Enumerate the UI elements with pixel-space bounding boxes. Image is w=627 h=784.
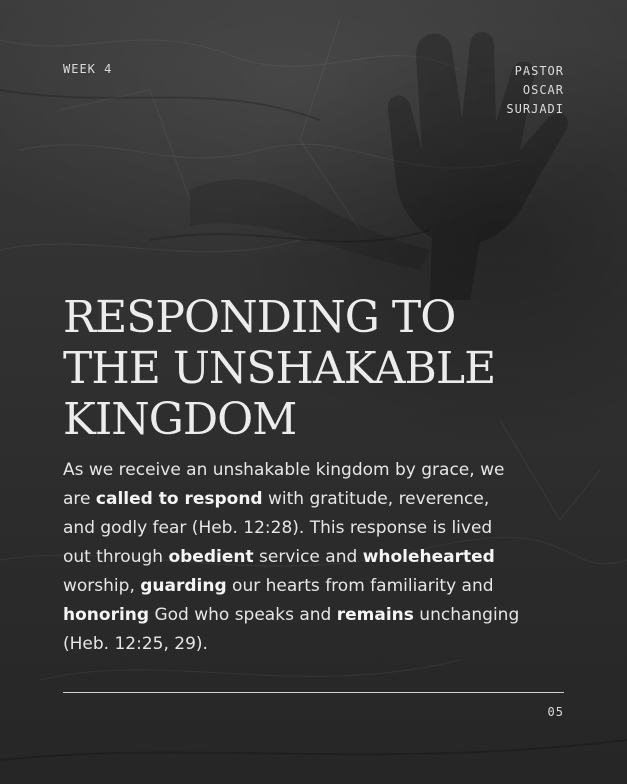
speaker-line-2: OSCAR bbox=[522, 83, 564, 97]
body-line-5 bbox=[63, 572, 563, 601]
emphasis-text: guarding bbox=[140, 576, 227, 596]
body-text: are bbox=[63, 489, 96, 509]
body-line-6 bbox=[63, 601, 563, 630]
body-text: worship, bbox=[63, 576, 141, 596]
body-text: As we receive an unshakable kingdom by grace, we bbox=[63, 460, 505, 480]
speaker-name bbox=[444, 62, 564, 119]
week-label: WEEK 4 bbox=[63, 62, 113, 76]
body-text: God who speaks and bbox=[149, 605, 337, 625]
body-line-3 bbox=[63, 514, 563, 543]
body-line-1 bbox=[63, 456, 563, 485]
speaker-line-1: PASTOR bbox=[514, 64, 564, 78]
title-line-1: RESPONDING TO bbox=[63, 292, 456, 343]
body-text: with gratitude, reverence, bbox=[262, 489, 490, 509]
emphasis-text: called to respond bbox=[95, 489, 263, 509]
body-line-2 bbox=[63, 485, 563, 514]
divider bbox=[63, 692, 564, 693]
emphasis-text: honoring bbox=[63, 605, 150, 625]
title-line-3: KINGDOM bbox=[63, 394, 297, 445]
body-text: our hearts from familiarity and bbox=[226, 576, 494, 596]
body-text: unchanging bbox=[413, 605, 520, 625]
body-paragraph bbox=[63, 456, 563, 659]
body-text: and godly fear (Heb. 12:28). This response is lived bbox=[63, 518, 493, 538]
speaker-line-3: SURJADI bbox=[506, 102, 564, 116]
emphasis-text: obedient bbox=[168, 547, 254, 567]
page-number: 05 bbox=[547, 705, 564, 719]
body-line-7 bbox=[63, 630, 563, 659]
shadow-silhouette bbox=[190, 179, 430, 270]
title-line-2: THE UNSHAKABLE bbox=[63, 343, 496, 394]
emphasis-text: wholehearted bbox=[362, 547, 495, 567]
emphasis-text: remains bbox=[336, 605, 414, 625]
slide-title bbox=[63, 292, 563, 445]
body-text: (Heb. 12:25, 29). bbox=[63, 634, 208, 654]
body-text: service and bbox=[253, 547, 363, 567]
body-line-4 bbox=[63, 543, 563, 572]
body-text: out through bbox=[63, 547, 169, 567]
